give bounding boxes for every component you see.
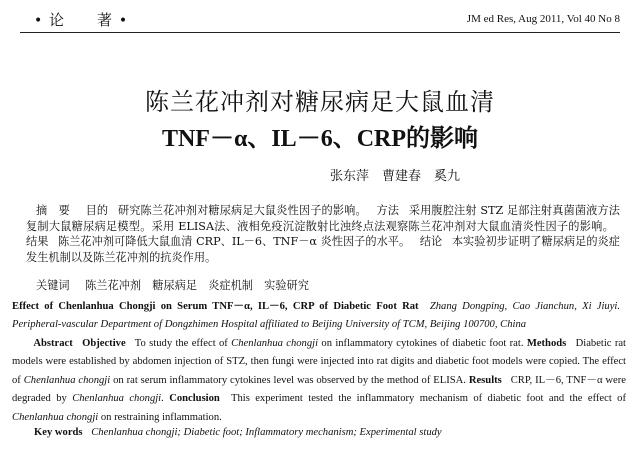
methods-text: Diabetic rat models were established by abdomen injection of STZ, then fungi were injected into rat digits and diabetic foot models were copied. The effect of bbox=[12, 338, 626, 386]
english-affiliation: Peripheral-vascular Department of Dongzhimen Hospital affiliated to Beijing University of TCM, Beijing 100700, China bbox=[12, 319, 527, 331]
results-label: Results bbox=[468, 374, 502, 386]
chinese-abstract bbox=[26, 203, 620, 265]
english-title-block bbox=[12, 298, 626, 335]
keywords-en-items: Chenlanhua chongji; Diabetic foot; Inflammatory mechanism; Experimental study bbox=[91, 427, 442, 438]
objective-label: Objective bbox=[82, 338, 126, 349]
page-header bbox=[0, 0, 640, 36]
result-label: 结果 bbox=[26, 235, 49, 249]
section-bullet-left: • bbox=[34, 13, 44, 29]
objective-pre: To study the effect of bbox=[134, 338, 228, 349]
methods-label: Methods bbox=[526, 338, 567, 349]
english-title: Effect of Chenlanhua Chongji on Serum TNF－α, IL－6, CRP of Diabetic Foot Rat bbox=[12, 301, 419, 312]
result-text: 陈兰花冲剂可降低大鼠血清 CRP、IL－6、TNF－α 炎性因子的水平。 bbox=[58, 235, 411, 249]
section-label bbox=[34, 9, 128, 30]
method-label: 方法 bbox=[376, 204, 400, 217]
drug-name-3: Chenlanhua chongji bbox=[72, 393, 162, 405]
method-text: 采用腹腔注射 STZ 足部注射真菌菌液方法复制大鼠糖尿病足模型。采用 ELISA法、液相免疫沉淀散射比浊终点法观察陈兰花冲剂对大鼠血清炎性因子的影响。 bbox=[26, 204, 620, 233]
journal-info: JM ed Res, Aug 2011, Vol 40 No 8 bbox=[466, 13, 620, 25]
purpose-label: 目的 bbox=[85, 204, 109, 217]
english-authors: Zhang Dongping, Cao Jianchun, Xi Jiuyi. bbox=[429, 301, 620, 312]
conclusion-en-label: Conclusion bbox=[169, 393, 220, 405]
article-title-line2: TNF－α、IL－6、CRP的影响 bbox=[161, 126, 479, 152]
section-label-text: 论 著 bbox=[49, 11, 114, 29]
keywords-zh-items: 陈兰花冲剂 糖尿病足 炎症机制 实验研究 bbox=[85, 279, 309, 292]
keywords-zh-label: 关键词 bbox=[36, 279, 70, 292]
drug-name-4: Chenlanhua chongji bbox=[12, 411, 99, 423]
drug-name-2: Chenlanhua chongji bbox=[23, 374, 111, 386]
purpose-text: 研究陈兰花冲剂对糖尿病足大鼠炎性因子的影响。 bbox=[117, 204, 367, 217]
section-bullet-right: • bbox=[118, 13, 129, 29]
abstract-en-label: Abstract bbox=[33, 338, 73, 349]
abstract-zh-label: 摘 要 bbox=[36, 204, 70, 217]
conclusion-label: 结论 bbox=[419, 235, 443, 249]
article-title-line1: 陈兰花冲剂对糖尿病足大鼠血清 bbox=[145, 88, 495, 116]
results-pre: CRP, IL－6, TNF－α were degraded by bbox=[12, 374, 626, 405]
english-abstract bbox=[12, 335, 626, 427]
conclusion-text: 本实验初步证明了糖尿病足的炎症发生机制以及陈兰花冲剂的抗炎作用。 bbox=[26, 235, 620, 264]
chinese-keywords bbox=[36, 277, 309, 293]
article-authors: 张东萍 曹建春 奚九 bbox=[329, 169, 460, 184]
keywords-en-label: Key words bbox=[34, 427, 83, 438]
conclusion-pre: This experiment tested the inflammatory mechanism of diabetic foot and the effect of bbox=[231, 393, 626, 405]
conclusion-post: on restraining inflammation. bbox=[100, 411, 222, 423]
header-rule bbox=[20, 32, 620, 33]
objective-post: on inflammatory cytokines of diabetic foot rat. bbox=[321, 338, 524, 349]
english-keywords bbox=[34, 427, 442, 438]
results-post: . bbox=[161, 393, 164, 405]
drug-name-1: Chenlanhua chongji bbox=[231, 338, 319, 349]
methods-post: on rat serum inflammatory cytokines level was observed by the method of ELISA. bbox=[113, 374, 466, 386]
